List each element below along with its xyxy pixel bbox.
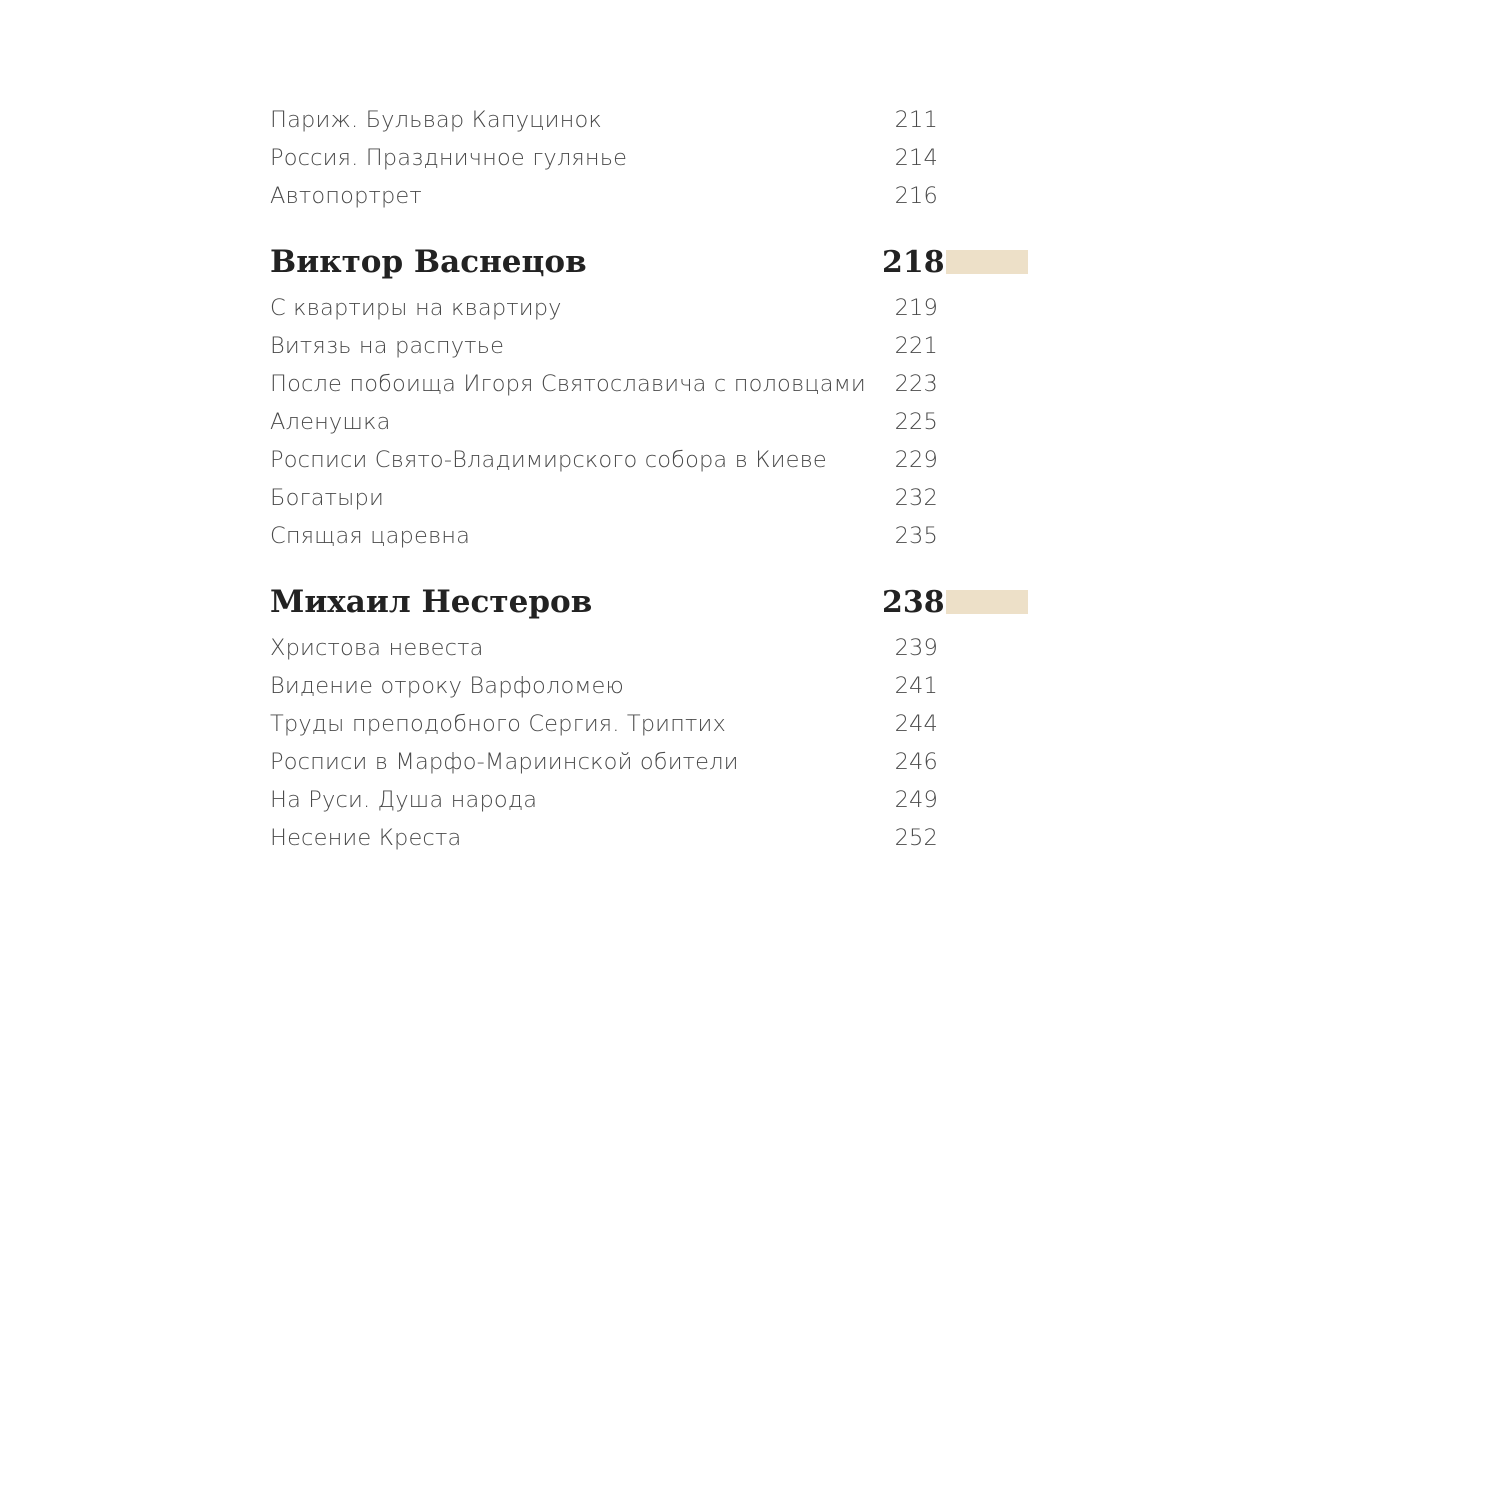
entry-page-number: 211: [894, 107, 938, 133]
entry-page-number: 221: [894, 333, 938, 359]
entry-title: Христова невеста: [270, 635, 484, 661]
toc-entry[interactable]: [270, 667, 1030, 705]
entry-page-number: 249: [894, 787, 938, 813]
toc-group-continued: [270, 101, 1030, 215]
entry-title: Париж. Бульвар Капуцинок: [270, 107, 602, 133]
entry-page-number: 241: [894, 673, 938, 699]
entry-title: После побоища Игоря Святославича с половцами: [270, 371, 866, 397]
entry-page-number: 219: [894, 295, 938, 321]
toc-entry[interactable]: [270, 705, 1030, 743]
section-author: Михаил Нестеров: [270, 584, 593, 620]
entry-title: Аленушка: [270, 409, 391, 435]
section-page-number: 238: [882, 584, 945, 620]
toc-entry[interactable]: [270, 327, 1030, 365]
toc-entry[interactable]: [270, 289, 1030, 327]
section-marker-bar: [946, 590, 1028, 614]
toc-entry[interactable]: [270, 101, 1030, 139]
entry-title: Автопортрет: [270, 183, 422, 209]
entry-title: Видение отроку Варфоломею: [270, 673, 624, 699]
section-marker-bar: [946, 250, 1028, 274]
section-heading-vasnetsov[interactable]: [270, 239, 1030, 285]
entry-title: Несение Креста: [270, 825, 462, 851]
section-entries-vasnetsov: [270, 289, 1030, 555]
entry-title: Росписи Свято-Владимирского собора в Киеве: [270, 447, 827, 473]
section-entries-nesterov: [270, 629, 1030, 857]
toc-entry[interactable]: [270, 365, 1030, 403]
entry-page-number: 232: [894, 485, 938, 511]
entry-page-number: 246: [894, 749, 938, 775]
entry-title: С квартиры на квартиру: [270, 295, 562, 321]
entry-title: Богатыри: [270, 485, 384, 511]
entry-title: Росписи в Марфо-Мариинской обители: [270, 749, 739, 775]
toc-entry[interactable]: [270, 743, 1030, 781]
toc-entry[interactable]: [270, 629, 1030, 667]
toc-entry[interactable]: [270, 139, 1030, 177]
toc-entry[interactable]: [270, 517, 1030, 555]
entry-page-number: 239: [894, 635, 938, 661]
toc-entry[interactable]: [270, 781, 1030, 819]
entry-title: На Руси. Душа народа: [270, 787, 538, 813]
entry-title: Труды преподобного Сергия. Триптих: [270, 711, 726, 737]
entry-page-number: 216: [894, 183, 938, 209]
entry-page-number: 225: [894, 409, 938, 435]
section-page-number: 218: [882, 244, 945, 280]
entry-title: Спящая царевна: [270, 523, 471, 549]
section-author: Виктор Васнецов: [270, 244, 587, 280]
entry-page-number: 214: [894, 145, 938, 171]
entry-title: Витязь на распутье: [270, 333, 505, 359]
entry-page-number: 223: [894, 371, 938, 397]
toc-entry[interactable]: [270, 819, 1030, 857]
section-heading-nesterov[interactable]: [270, 579, 1030, 625]
entry-page-number: 229: [894, 447, 938, 473]
toc-entry[interactable]: [270, 177, 1030, 215]
entry-page-number: 252: [894, 825, 938, 851]
entry-page-number: 235: [894, 523, 938, 549]
toc-entry[interactable]: [270, 403, 1030, 441]
entry-page-number: 244: [894, 711, 938, 737]
entry-title: Россия. Праздничное гулянье: [270, 145, 628, 171]
toc-entry[interactable]: [270, 479, 1030, 517]
table-of-contents: [270, 101, 1030, 857]
toc-entry[interactable]: [270, 441, 1030, 479]
